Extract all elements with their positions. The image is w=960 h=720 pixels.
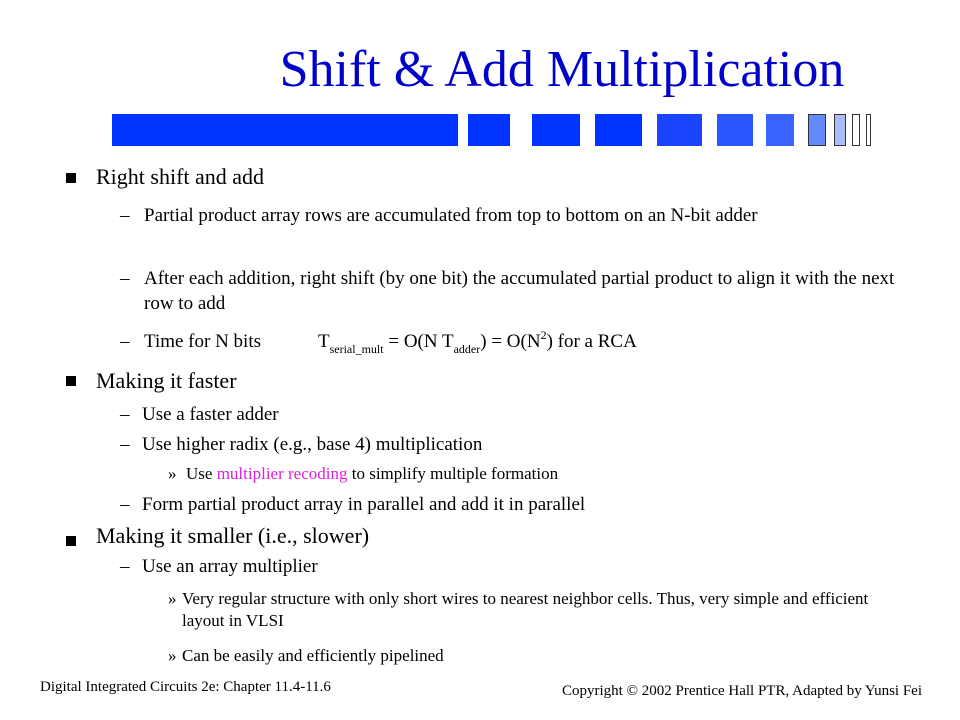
copyright-icon: © bbox=[626, 683, 638, 699]
title-bar-segment bbox=[866, 114, 871, 146]
square-bullet-icon bbox=[66, 536, 76, 546]
list-item: – Use an array multiplier bbox=[120, 556, 318, 577]
list-item: – Partial product array rows are accumulated from top to bottom on an N-bit adder bbox=[120, 205, 758, 226]
title-bar-segment bbox=[657, 114, 702, 146]
section-heading-1: Right shift and add bbox=[96, 164, 265, 189]
title-bar-segment bbox=[808, 114, 826, 146]
timing-formula: $T_{serial\_mult} = O(N$ $T_{adder}) = O(N^2)$ for a RCA bbox=[318, 328, 637, 356]
title-bar-segment bbox=[532, 114, 580, 146]
square-bullet-icon bbox=[66, 173, 76, 183]
title-bar-segment bbox=[468, 114, 510, 146]
section-heading-2: Making it faster bbox=[96, 368, 237, 393]
slide-title: Shift & Add Multiplication bbox=[279, 41, 845, 98]
title-bar-segment bbox=[717, 114, 753, 146]
highlight-text: multiplier recoding bbox=[216, 464, 348, 483]
title-bar-segment bbox=[766, 114, 794, 146]
list-item: – After each addition, right shift (by one bit) the accumulated partial product to align it with the next row to add bbox=[120, 268, 895, 314]
footer-chapter: Digital Integrated Circuits 2e: Chapter 11.4-11.6 bbox=[40, 679, 331, 695]
footer-copyright: Copyright © 2002 Prentice Hall PTR, Adapted by Yunsi Fei bbox=[561, 683, 922, 699]
list-item: – Use higher radix (e.g., base 4) multiplication bbox=[120, 434, 483, 455]
section-heading-3: Making it smaller (i.e., slower) bbox=[96, 523, 370, 548]
title-bar-segment bbox=[595, 114, 642, 146]
title-bar-segment bbox=[834, 114, 846, 146]
title-bar-segment bbox=[852, 114, 860, 146]
title-bar-segment bbox=[112, 114, 458, 146]
sub-list-item: » Use multiplier recoding to simplify multiple formation bbox=[168, 464, 559, 483]
list-item: – Use a faster adder bbox=[120, 404, 279, 425]
sub-list-item: » Very regular structure with only short wires to nearest neighbor cells. Thus, very simple and efficient layout in VLSI bbox=[168, 589, 869, 630]
list-item: – Time for N bits $T_{serial\_mult} = O(N$ $T_{adder}) = O(N^2)$ for a RCA bbox=[120, 328, 637, 356]
sub-list-item: » Can be easily and efficiently pipelined bbox=[168, 646, 444, 665]
square-bullet-icon bbox=[66, 376, 76, 386]
list-item: – Form partial product array in parallel and add it in parallel bbox=[120, 494, 586, 515]
